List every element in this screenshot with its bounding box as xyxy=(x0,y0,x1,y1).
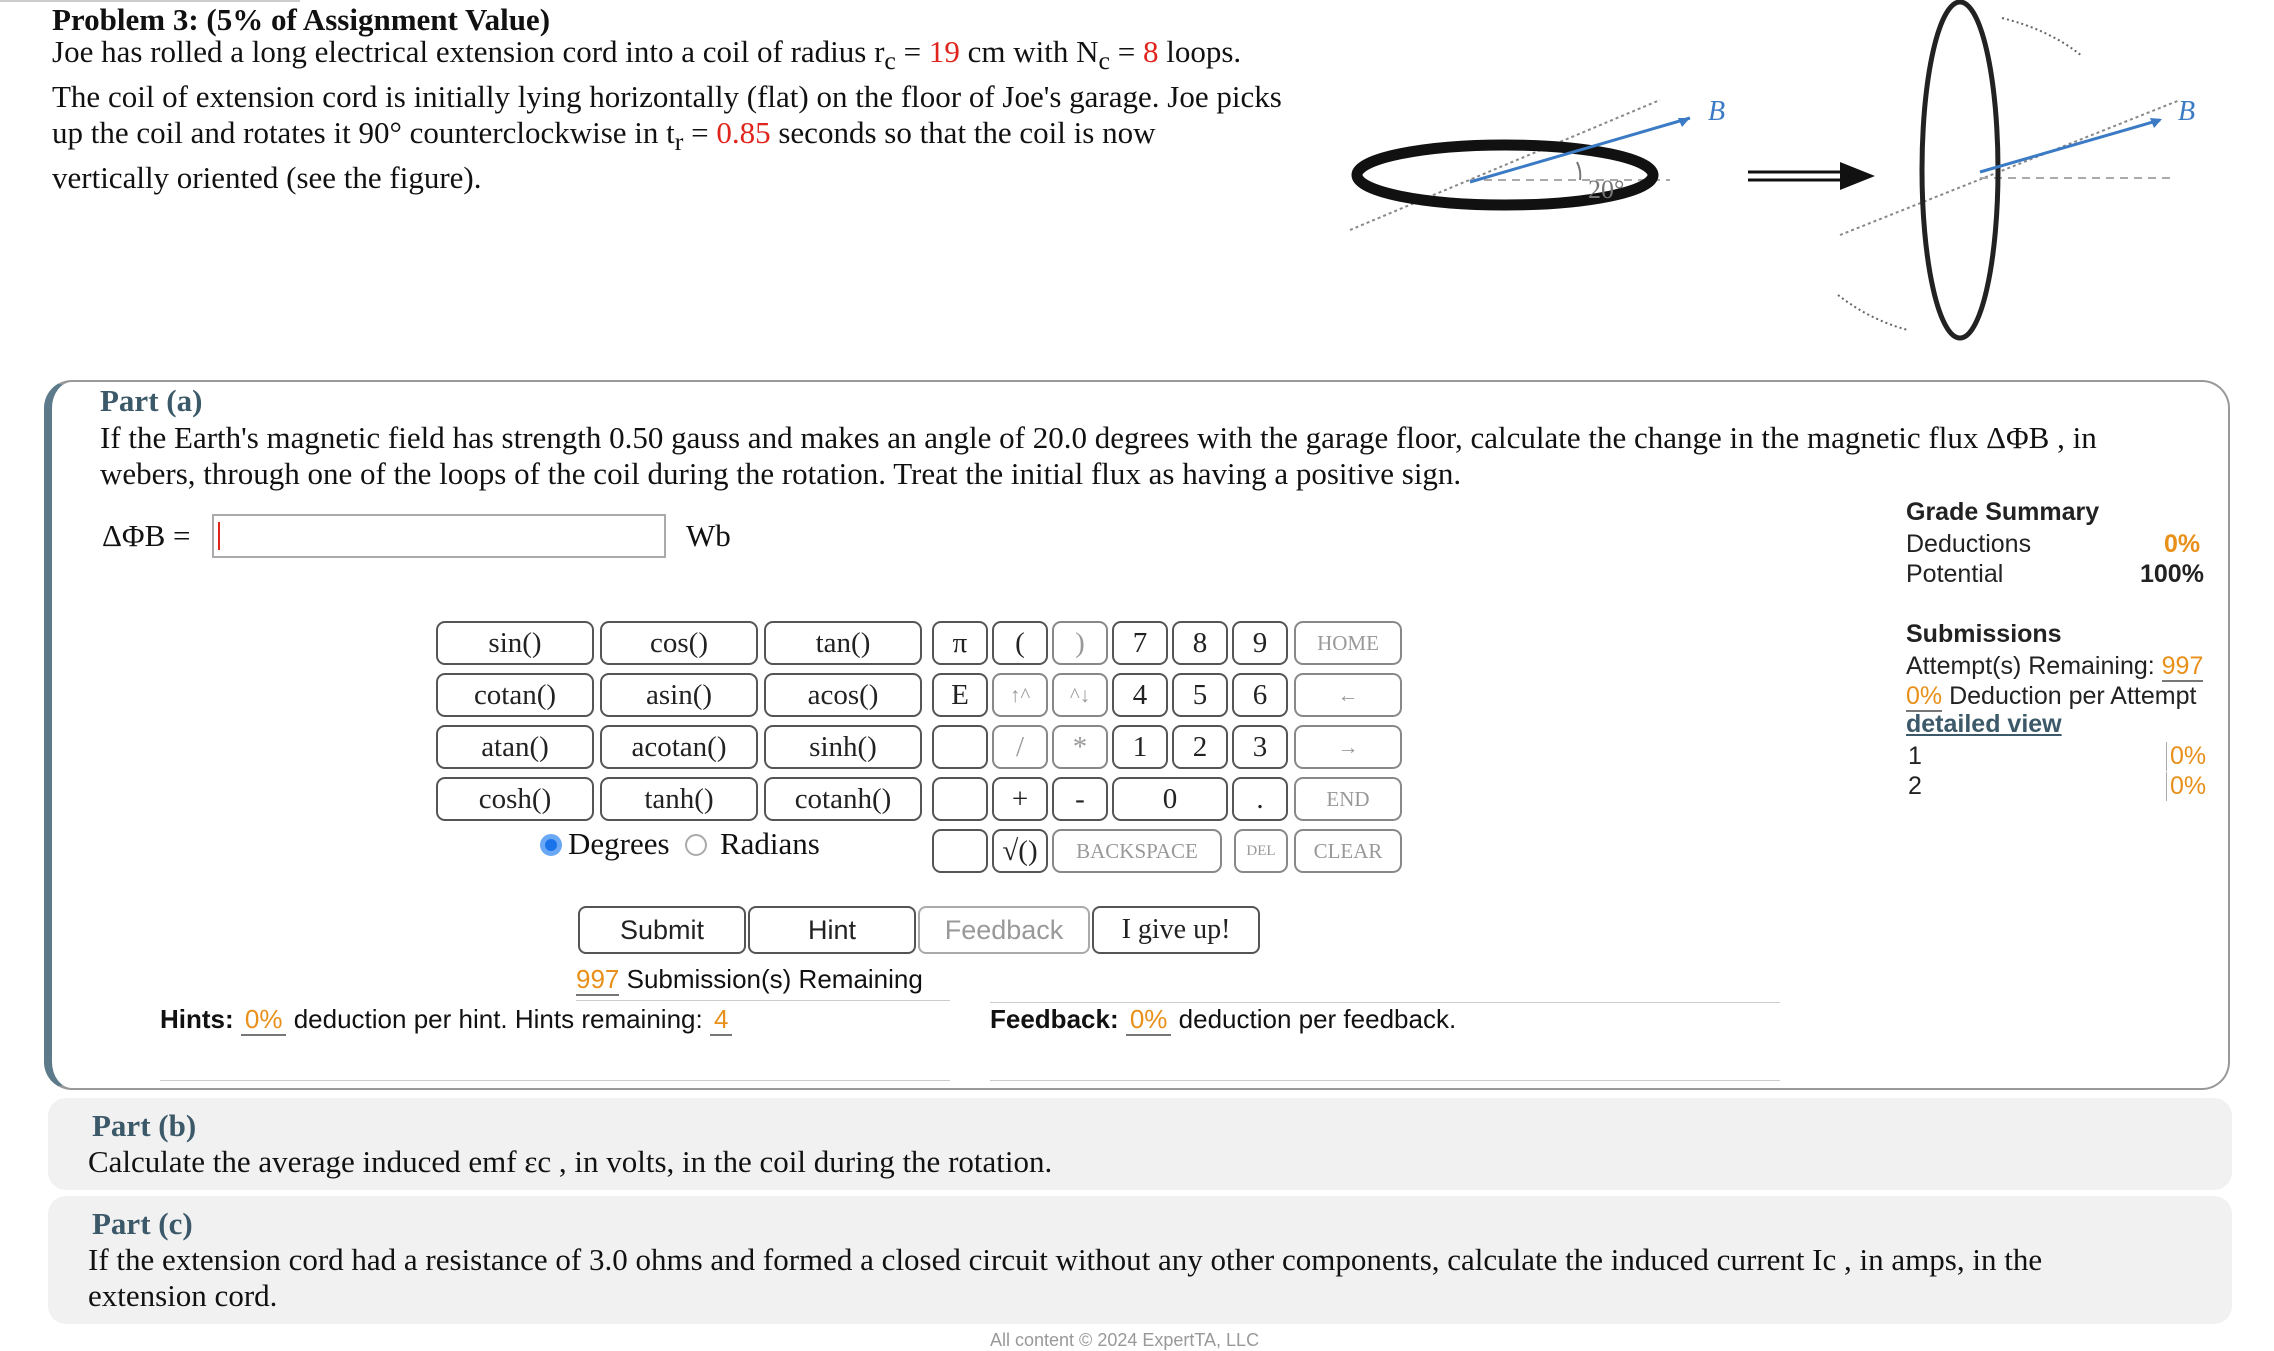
divider xyxy=(576,1000,950,1001)
question-line-2: extension cord. xyxy=(88,1278,278,1313)
attempts-label: Attempt(s) Remaining: xyxy=(1906,652,2162,680)
key-sqrt[interactable]: √() xyxy=(992,829,1048,873)
submissions-title: Submissions xyxy=(1906,620,2062,648)
feedback-label: Feedback: xyxy=(990,1004,1119,1034)
key-left-arrow[interactable]: ← xyxy=(1294,673,1402,717)
rotation-arc-bottom xyxy=(1838,295,1908,330)
key-acotan[interactable]: acotan() xyxy=(600,725,758,769)
part-c-title[interactable]: Part (c) xyxy=(92,1206,193,1241)
text-cursor xyxy=(218,522,220,550)
key-minus[interactable]: - xyxy=(1052,777,1108,821)
answer-unit: Wb xyxy=(686,518,731,553)
floor-line-right xyxy=(1840,100,2180,235)
problem-text-span: = xyxy=(1109,34,1143,69)
key-tan[interactable]: tan() xyxy=(764,621,922,665)
feedback-button[interactable]: Feedback xyxy=(918,906,1090,954)
key-acos[interactable]: acos() xyxy=(764,673,922,717)
key-atan[interactable]: atan() xyxy=(436,725,594,769)
potential-value: 100% xyxy=(2140,560,2204,588)
key-cosh[interactable]: cosh() xyxy=(436,777,594,821)
submit-button[interactable]: Submit xyxy=(578,906,746,954)
give-up-button[interactable]: I give up! xyxy=(1092,906,1260,954)
key-home[interactable]: HOME xyxy=(1294,621,1402,665)
feedback-text: deduction per feedback. xyxy=(1171,1004,1457,1034)
key-blank-1[interactable] xyxy=(932,725,988,769)
grade-summary-title: Grade Summary xyxy=(1906,498,2100,526)
problem-text-span: = xyxy=(683,115,717,151)
key-pi[interactable]: π xyxy=(932,621,988,665)
key-end[interactable]: END xyxy=(1294,777,1402,821)
key-clear[interactable]: CLEAR xyxy=(1294,829,1402,873)
subscript: c xyxy=(884,46,896,76)
part-a-question xyxy=(100,420,2220,492)
radius-value: 19 xyxy=(928,34,960,69)
potential-label: Potential xyxy=(1906,560,2004,588)
degrees-radio[interactable] xyxy=(540,834,562,856)
key-open-paren[interactable]: ( xyxy=(992,621,1048,665)
submissions-remaining xyxy=(576,964,923,995)
radians-radio[interactable] xyxy=(685,834,707,856)
problem-line-4: vertically oriented (see the figure). xyxy=(52,160,482,196)
remaining-count: 997 xyxy=(576,964,620,994)
question-line-1: If the extension cord had a resistance of 3.0 ohms and formed a closed circuit without any other components, calculate the induced current Ic , in amps, in the xyxy=(88,1242,2043,1277)
rotation-arc-top xyxy=(2002,18,2082,56)
footer-copyright: All content © 2024 ExpertTA, LLC xyxy=(990,1330,1260,1350)
problem-text-span: cm with N xyxy=(959,34,1099,69)
problem-text-span: Joe has rolled a long electrical extension cord into a coil of radius r xyxy=(52,34,885,69)
detailed-view-link[interactable]: detailed view xyxy=(1906,710,2062,738)
angle-arc xyxy=(1577,162,1580,180)
key-cos[interactable]: cos() xyxy=(600,621,758,665)
key-9[interactable]: 9 xyxy=(1232,621,1288,665)
divider xyxy=(990,1080,1780,1081)
submission-row-number: 1 xyxy=(1908,742,1922,770)
problem-text-span: seconds so that the coil is now xyxy=(770,115,1156,151)
radians-label: Radians xyxy=(720,826,820,861)
key-subscript[interactable]: ^↓ xyxy=(1052,673,1108,717)
key-0[interactable]: 0 xyxy=(1112,777,1228,821)
key-blank-3[interactable] xyxy=(932,829,988,873)
key-cotan[interactable]: cotan() xyxy=(436,673,594,717)
feedback-deduction: 0% xyxy=(1126,1004,1172,1036)
key-delete[interactable]: DEL xyxy=(1234,829,1288,873)
divider xyxy=(160,1080,950,1081)
key-4[interactable]: 4 xyxy=(1112,673,1168,717)
problem-line-2: The coil of extension cord is initially lying horizontally (flat) on the floor of Joe's garage. Joe picks xyxy=(52,79,1282,115)
time-value: 0.85 xyxy=(716,115,771,151)
hints-deduction: 0% xyxy=(241,1004,287,1036)
hints-info xyxy=(160,1004,732,1035)
key-sin[interactable]: sin() xyxy=(436,621,594,665)
degrees-label: Degrees xyxy=(568,826,670,861)
key-6[interactable]: 6 xyxy=(1232,673,1288,717)
key-superscript[interactable]: ↑^ xyxy=(992,673,1048,717)
problem-line-3 xyxy=(52,115,1352,160)
key-multiply[interactable]: * xyxy=(1052,725,1108,769)
part-a-title: Part (a) xyxy=(100,383,203,418)
key-8[interactable]: 8 xyxy=(1172,621,1228,665)
loops-value: 8 xyxy=(1142,34,1159,69)
field-label-left: B xyxy=(1708,96,1726,127)
hints-label: Hints: xyxy=(160,1004,234,1034)
key-plus[interactable]: + xyxy=(992,777,1048,821)
question-line-2: webers, through one of the loops of the coil during the rotation. Treat the initial flux as having a positive sign. xyxy=(100,456,1462,491)
key-3[interactable]: 3 xyxy=(1232,725,1288,769)
key-right-arrow[interactable]: → xyxy=(1294,725,1402,769)
attempt-deduction-pct: 0% xyxy=(1906,682,1943,710)
deductions-value: 0% xyxy=(2164,530,2201,558)
key-cotanh[interactable]: cotanh() xyxy=(764,777,922,821)
answer-label: ΔΦB = xyxy=(102,518,191,553)
answer-input[interactable] xyxy=(212,514,666,558)
subscript: r xyxy=(674,127,684,157)
question-line-1: If the Earth's magnetic field has strength 0.50 gauss and makes an angle of 20.0 degrees with the garage floor, calculate the change in the magnetic flux ΔΦB , in xyxy=(100,420,2097,455)
key-exponent-e[interactable]: E xyxy=(932,673,988,717)
hints-remaining: 4 xyxy=(710,1004,732,1036)
key-decimal[interactable]: . xyxy=(1232,777,1288,821)
key-close-paren[interactable]: ) xyxy=(1052,621,1108,665)
part-b-title[interactable]: Part (b) xyxy=(92,1108,197,1143)
key-blank-2[interactable] xyxy=(932,777,988,821)
problem-line-1 xyxy=(52,34,1352,79)
key-5[interactable]: 5 xyxy=(1172,673,1228,717)
problem-title: Problem 3: (5% of Assignment Value) xyxy=(52,2,551,37)
part-c-question xyxy=(88,1242,2208,1314)
angle-label: 20° xyxy=(1588,175,1625,204)
divider xyxy=(990,1002,1780,1003)
field-label-right: B xyxy=(2178,96,2196,127)
problem-text-span: = xyxy=(895,34,929,69)
attempts-remaining xyxy=(1906,652,2203,681)
hints-text: deduction per hint. Hints remaining: xyxy=(286,1004,710,1034)
attempt-deduction-text: Deduction per Attempt xyxy=(1942,682,2197,710)
field-arrow-right xyxy=(1980,120,2160,172)
submission-row-pct: 0% xyxy=(2166,742,2206,771)
key-sinh[interactable]: sinh() xyxy=(764,725,922,769)
deduction-per-attempt xyxy=(1906,682,2196,711)
key-backspace[interactable]: BACKSPACE xyxy=(1052,829,1222,873)
key-asin[interactable]: asin() xyxy=(600,673,758,717)
part-b-question: Calculate the average induced emf εc , in volts, in the coil during the rotation. xyxy=(88,1144,1053,1179)
key-1[interactable]: 1 xyxy=(1112,725,1168,769)
problem-text-span: up the coil and rotates it 90° counterclockwise in t xyxy=(52,115,675,151)
key-7[interactable]: 7 xyxy=(1112,621,1168,665)
key-tanh[interactable]: tanh() xyxy=(600,777,758,821)
remaining-text: Submission(s) Remaining xyxy=(619,964,923,994)
submission-row-pct: 0% xyxy=(2166,772,2206,801)
subscript: c xyxy=(1098,46,1110,76)
problem-text-span: loops. xyxy=(1158,34,1242,69)
hint-button[interactable]: Hint xyxy=(748,906,916,954)
transform-arrow-icon xyxy=(1840,162,1875,190)
submission-row-number: 2 xyxy=(1908,772,1922,800)
key-divide[interactable]: / xyxy=(992,725,1048,769)
attempts-value: 997 xyxy=(2161,652,2204,680)
feedback-info xyxy=(990,1004,1456,1035)
key-2[interactable]: 2 xyxy=(1172,725,1228,769)
problem-statement xyxy=(52,34,1352,196)
coil-rotation-figure xyxy=(1330,0,2230,360)
deductions-label: Deductions xyxy=(1906,530,2032,558)
